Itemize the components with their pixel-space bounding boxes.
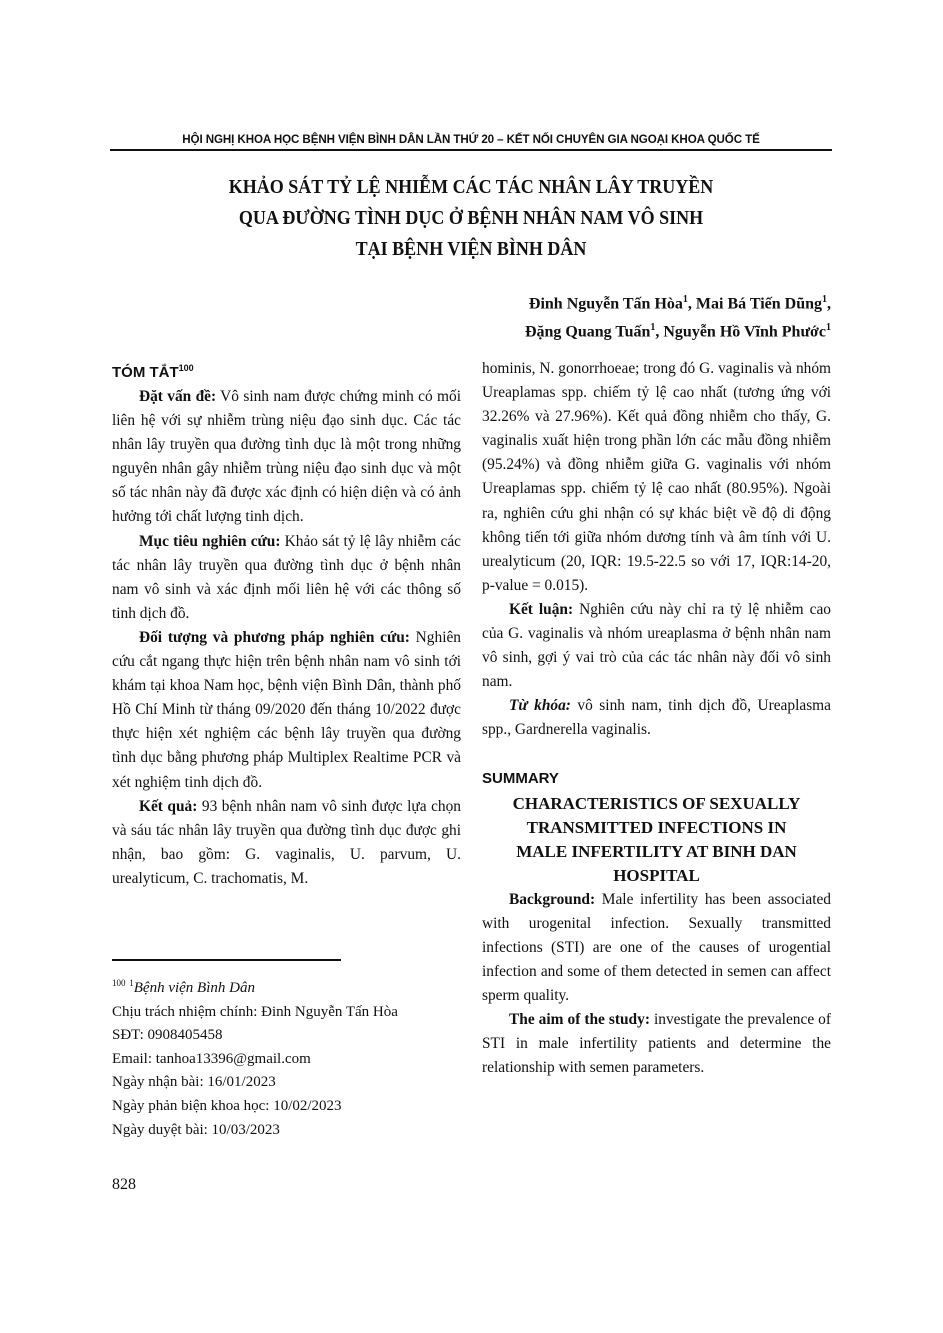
separator: , [827,295,831,313]
footnote-marker: 100 [178,363,194,373]
abstract-paragraph: Đối tượng và phương pháp nghiên cứu: Nghiên cứu cắt ngang thực hiện trên bệnh nhân nam vô sinh tới khám tại khoa Nam học, bệnh viện Bình Dân, thành phố Hồ Chí Minh từ tháng 09/2020 đến tháng 10/2022 được thực hiện xét nghiệm các bệnh lây truyền qua đường tình dục bằng phương pháp Multiplex Realtime PCR và xét nghiệm tinh dịch đồ. [112,628,461,791]
author-name: Đinh Nguyễn Tấn Hòa [528,295,683,313]
author-affiliation: 1 [822,294,827,305]
author-name: Đặng Quang Tuấn [524,323,651,341]
author-affiliation: 1 [682,294,688,305]
left-column [112,356,461,891]
summary-paragraph: The aim of the study: investigate the prevalence of STI in male infertility patients and determine the relationship with semen parameters. [482,1010,831,1077]
footnote-line: Email: tanhoa13396@gmail.com [112,1050,311,1067]
footnote-line: Ngày phản biện khoa học: 10/02/2023 [112,1097,342,1114]
author-affiliation: 1 [650,322,656,334]
article-title [110,172,832,265]
abstract-continuation: hominis, N. gonorrhoeae; trong đó G. vaginalis và nhóm Ureaplamas spp. chiếm tỷ lệ cao nhất (tương ứng với 32.26% và 27.96%). Kết quả đồng nhiễm cho thấy, G. vaginalis xuất hiện trong phần lớn các mẫu đồng nhiễm (95.24%) và đồng nhiễm giữa G. vaginalis với nhóm Ureaplamas spp. chiếm tỷ lệ cao nhất (80.95%). Ngoài ra, nghiên cứu ghi nhận có sự khác biệt về độ di động không tiến tới giữa nhóm dương tính và âm tính với U. urealyticum (20, IQR: 19.5-22.5 so với 17, IQR:14-20, p-value = 0.015). [482,360,831,594]
author-name: Nguyễn Hồ Vĩnh Phước [663,323,826,341]
keywords: Từ khóa: vô sinh nam, tinh dịch đồ, Ureaplasma spp., Gardnerella vaginalis. [482,697,831,739]
footnote-line: Ngày nhận bài: 16/01/2023 [112,1074,276,1091]
title-line: KHẢO SÁT TỶ LỆ NHIỄM CÁC TÁC NHÂN LÂY TRUYỀN [228,176,714,198]
abstract-paragraph: Mục tiêu nghiên cứu: Khảo sát tỷ lệ lây nhiễm các tác nhân lây truyền qua đường tình dục ở bệnh nhân nam vô sinh và xác định mối liên hệ với các thông số tinh dịch đồ. [112,532,461,622]
abstract-paragraph: Kết quả: 93 bệnh nhân nam vô sinh được lựa chọn và sáu tác nhân lây truyền qua đường tình dục được ghi nhận, bao gồm: G. vaginalis, U. parvum, U. urealyticum, C. trachomatis, M. [112,797,461,887]
separator: , [687,295,696,313]
abstract-conclusion: Kết luận: Nghiên cứu này chỉ ra tỷ lệ nhiễm cao của G. vaginalis và nhóm ureaplasma ở bệnh nhân nam vô sinh, gợi ý vai trò của các tác nhân này đối vô sinh nam. [482,600,831,691]
abstract-heading: TÓM TẮT$^{100}$ [112,363,194,381]
author-name: Mai Bá Tiến Dũng [695,295,822,313]
page-number: 828 [112,1176,136,1193]
footnotes [112,972,398,1142]
title-line: QUA ĐƯỜNG TÌNH DỤC Ở BỆNH NHÂN NAM VÔ SINH [238,207,704,229]
footnote-line: Ngày duyệt bài: 10/03/2023 [112,1121,280,1138]
separator: , [655,323,664,341]
author-affiliation: 1 [826,322,831,334]
english-title: CHARACTERISTICS OF SEXUALLY TRANSMITTED INFECTIONS IN MALE INFERTILITY AT BINH DAN HOSPITAL [512,793,801,885]
footnote-affiliation: $^{100}$ $^1$Bệnh viện Bình Dân [112,978,255,996]
running-header: HỘI NGHỊ KHOA HỌC BỆNH VIỆN BÌNH DÂN LẦN THỨ 20 – KẾT NỐI CHUYÊN GIA NGOẠI KHOA QUỐC TẾ [110,133,832,151]
footnote-line: SĐT: 0908405458 [112,1027,223,1044]
authors [525,288,831,345]
right-column [482,357,831,1080]
footnote-line: Chịu trách nhiệm chính: Đinh Nguyễn Tấn Hòa [112,1003,398,1020]
abstract-paragraph: Đặt vấn đề: Vô sinh nam được chứng minh có mối liên hệ với sự nhiễm trùng niệu đạo sinh dục. Các tác nhân lây truyền qua đường tình dục là một trong những nguyên nhân gây nhiễm trùng niệu đạo sinh dục và một số tác nhân này đã được xác định có hiện diện và có ảnh hưởng tới chất lượng tinh dịch. [112,388,461,526]
footnote-divider [112,959,341,961]
title-line: TẠI BỆNH VIỆN BÌNH DÂN [355,238,587,260]
summary-paragraph: Background: Male infertility has been associated with urogenital infection. Sexually transmitted infections (STI) are one of the causes of urogential infection and some of them detected in semen can affect sperm quality. [482,890,831,1004]
summary-heading: SUMMARY [482,769,559,787]
